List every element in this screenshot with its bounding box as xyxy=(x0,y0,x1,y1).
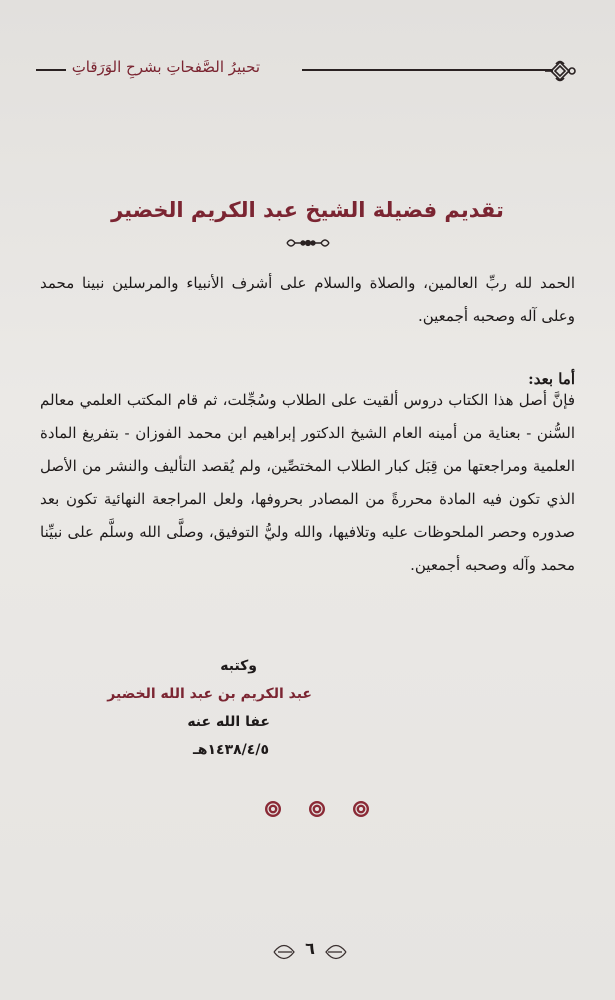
header-rule-left xyxy=(36,69,66,71)
signature-wrote: وكتبه xyxy=(220,658,257,674)
signature-author: عبد الكريم بن عبد الله الخضير xyxy=(107,686,312,702)
flower-separator xyxy=(262,798,372,820)
opening-paragraph: الحمد لله ربِّ العالمين، والصلاة والسلام على أشرف الأنبياء والمرسلين نبينا محمد وعلى آله وصحبه أجمعين. xyxy=(40,274,575,325)
amma-baad-label: أما بعد: xyxy=(528,370,575,388)
header-rule-right xyxy=(302,69,552,71)
header-title: تحبيرُ الصَّفحاتِ بشرحِ الوَرَقاتِ xyxy=(71,58,260,76)
page-number: ٦ xyxy=(305,939,315,958)
section-heading: تقديم فضيلة الشيخ عبد الكريم الخضير xyxy=(111,198,504,222)
flower-icon xyxy=(265,801,281,817)
flower-icon xyxy=(353,801,369,817)
signature-prayer: عفا الله عنه xyxy=(187,714,270,730)
page-footer xyxy=(270,935,350,969)
knot-ornament-icon xyxy=(543,58,577,84)
scroll-ornament-icon xyxy=(285,236,331,250)
signature-date: ١٤٣٨/٤/٥هـ xyxy=(193,742,269,758)
main-paragraph: فإنَّ أصل هذا الكتاب دروس ألقيت على الطلاب وسُجِّلت، ثم قام المكتب العلمي معالم السُّنن - بعناية من أمينه العام الشيخ الدكتور إبراهيم ابن محمد الفوزان - بتفريغ المادة العلمية ومراجعتها من قِبَل كبار الطلاب المختصِّين، ولم يُقصد التأليف والنشر من الأصل الذي تكون فيه المادة محررةً من المصادر بحروفها، ولعل المراجعة النهائية تكون بعد صدوره وحصر الملحوظات عليه وتلافيها، والله وليُّ التوفيق، وصلَّى الله وسلَّم على نبيِّنا محمد وآله وصحبه أجمعين. xyxy=(40,391,575,574)
flower-icon xyxy=(309,801,325,817)
running-header xyxy=(30,56,585,86)
